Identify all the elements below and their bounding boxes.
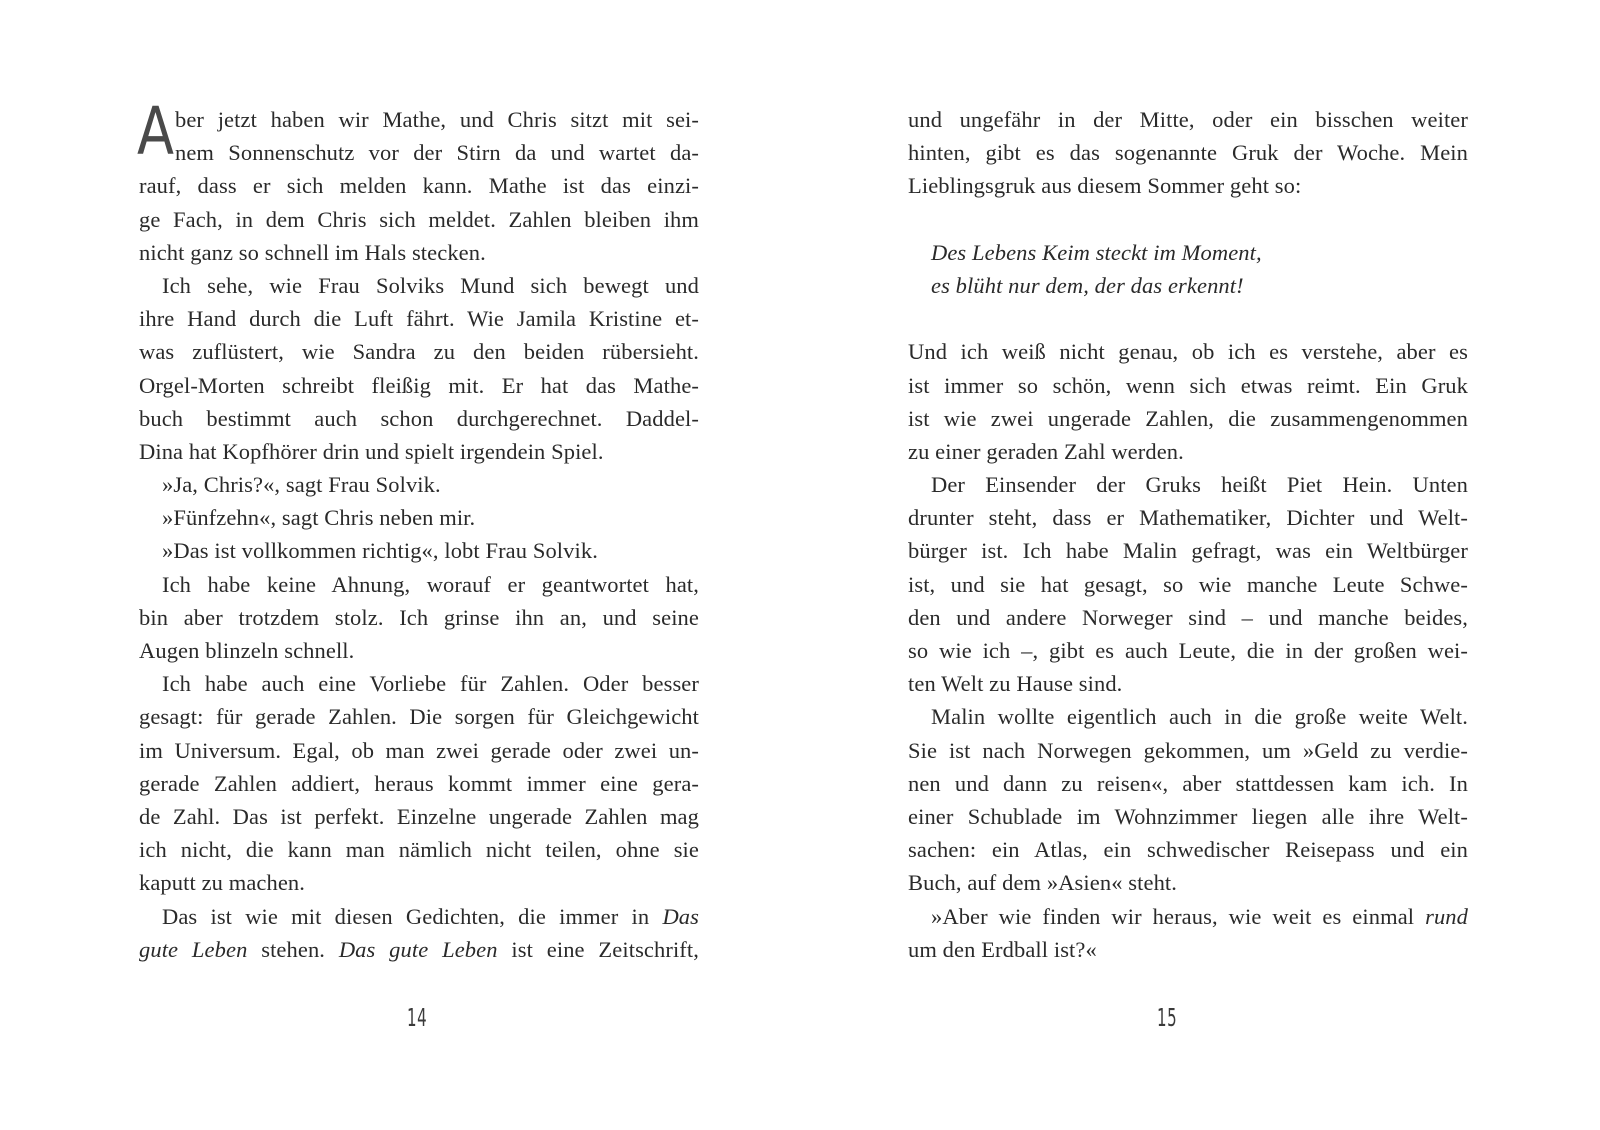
text-line: ist, und sie hat gesagt, so wie manche Leute Schwe- [908,571,1468,597]
text-line: Und ich weiß nicht genau, ob ich es verstehe, aber es [908,339,1468,365]
text-line: »Aber wie finden wir heraus, wie weit es einmal rund [931,903,1468,929]
right-page [800,0,1600,1130]
text-line: »Fünfzehn«, sagt Chris neben mir. [162,505,476,531]
text-line: gerade Zahlen addiert, heraus kommt immer eine gera- [139,770,699,796]
text-line: A ber jetzt haben wir Mathe, und Chris sitzt mit sei- [137,93,699,170]
text-line: zu einer geraden Zahl werden. [908,438,1184,464]
text-line: einer Schublade im Wohnzimmer liegen alle ihre Welt- [908,803,1468,829]
poem-line: es blüht nur dem, der das erkennt! [931,272,1244,298]
text-line: de Zahl. Das ist perfekt. Einzelne ungerade Zahlen mag [139,803,699,829]
text-line: »Ja, Chris?«, sagt Frau Solvik. [162,472,441,498]
text-line: den und andere Norweger sind – und manche beides, [908,604,1468,630]
text-line: bin aber trotzdem stolz. Ich grinse ihn an, und seine [139,604,699,630]
text-line: ist wie zwei ungerade Zahlen, die zusammengenommen [908,405,1468,431]
text-line: bürger ist. Ich habe Malin gefragt, was ein Weltbürger [908,538,1468,564]
page-number: 15 [1157,1003,1178,1032]
text-line: Lieblingsgruk aus diesem Sommer geht so: [908,173,1302,199]
text-line: buch bestimmt auch schon durchgerechnet. Daddel- [139,405,699,431]
right-page-text [908,103,1468,966]
spacer [908,203,1468,236]
text-line: nem Sonnenschutz vor der Stirn da und wartet da- [175,140,699,166]
text-line: Ich habe auch eine Vorliebe für Zahlen. Oder besser [162,671,699,697]
text-line: Ich sehe, wie Frau Solviks Mund sich bewegt und [162,272,699,298]
text-line: Orgel-Morten schreibt fleißig mit. Er hat das Mathe- [139,372,699,398]
text-line: drunter steht, dass er Mathematiker, Dichter und Welt- [908,505,1468,531]
poem-line: Des Lebens Keim steckt im Moment, [931,239,1262,265]
text-line: Augen blinzeln schnell. [139,638,355,663]
text-line: nicht ganz so schnell im Hals stecken. [139,239,486,265]
text-line: sachen: ein Atlas, ein schwedischer Reisepass und ein [908,837,1468,863]
poem [908,236,1468,302]
text-line: Ich habe keine Ahnung, worauf er geantwortet hat, [162,571,699,597]
text-line: rauf, dass er sich melden kann. Mathe ist das einzi- [139,173,699,199]
page-number: 14 [407,1003,428,1032]
text-line: ist immer so schön, wenn sich etwas reimt. Ein Gruk [908,372,1468,398]
text-line: Das ist wie mit diesen Gedichten, die immer in Das [162,903,699,929]
text-line: Dina hat Kopfhörer drin und spielt irgendein Spiel. [139,438,604,464]
text-line: gute Leben stehen. Das gute Leben ist eine Zeitschrift, [139,936,699,962]
text-line: Malin wollte eigentlich auch in die große weite Welt. [931,704,1468,730]
text-line: Sie ist nach Norwegen gekommen, um »Geld zu verdie- [908,737,1468,763]
text-line: um den Erdball ist?« [908,936,1097,962]
text-line: hinten, gibt es das sogenannte Gruk der Woche. Mein [908,140,1468,166]
text-line: ten Welt zu Hause sind. [908,671,1123,697]
text-line: und ungefähr in der Mitte, oder ein bisschen weiter [908,107,1468,132]
text-line: gesagt: für gerade Zahlen. Die sorgen für Gleichgewicht [139,704,699,730]
text-line: Der Einsender der Gruks heißt Piet Hein. Unten [931,472,1468,498]
text-line: Buch, auf dem »Asien« steht. [908,870,1177,896]
text-line: so wie ich –, gibt es auch Leute, die in der großen wei- [908,638,1468,663]
text-line: ge Fach, in dem Chris sich meldet. Zahlen bleiben ihm [139,206,699,232]
text-line: kaputt zu machen. [139,870,306,896]
spacer [908,302,1468,335]
text-line: im Universum. Egal, ob man zwei gerade oder zwei un- [139,737,699,763]
drop-cap: A [137,93,175,170]
left-page-text [137,93,699,966]
text-line: ich nicht, die kann man nämlich nicht teilen, ohne sie [139,837,699,863]
text-line: nen und dann zu reisen«, aber stattdessen kam ich. In [908,770,1468,796]
text-line: ihre Hand durch die Luft fährt. Wie Jamila Kristine et- [139,306,699,332]
text-line: »Das ist vollkommen richtig«, lobt Frau Solvik. [162,538,598,564]
text-line: was zuflüstert, wie Sandra zu den beiden rübersieht. [139,339,699,365]
